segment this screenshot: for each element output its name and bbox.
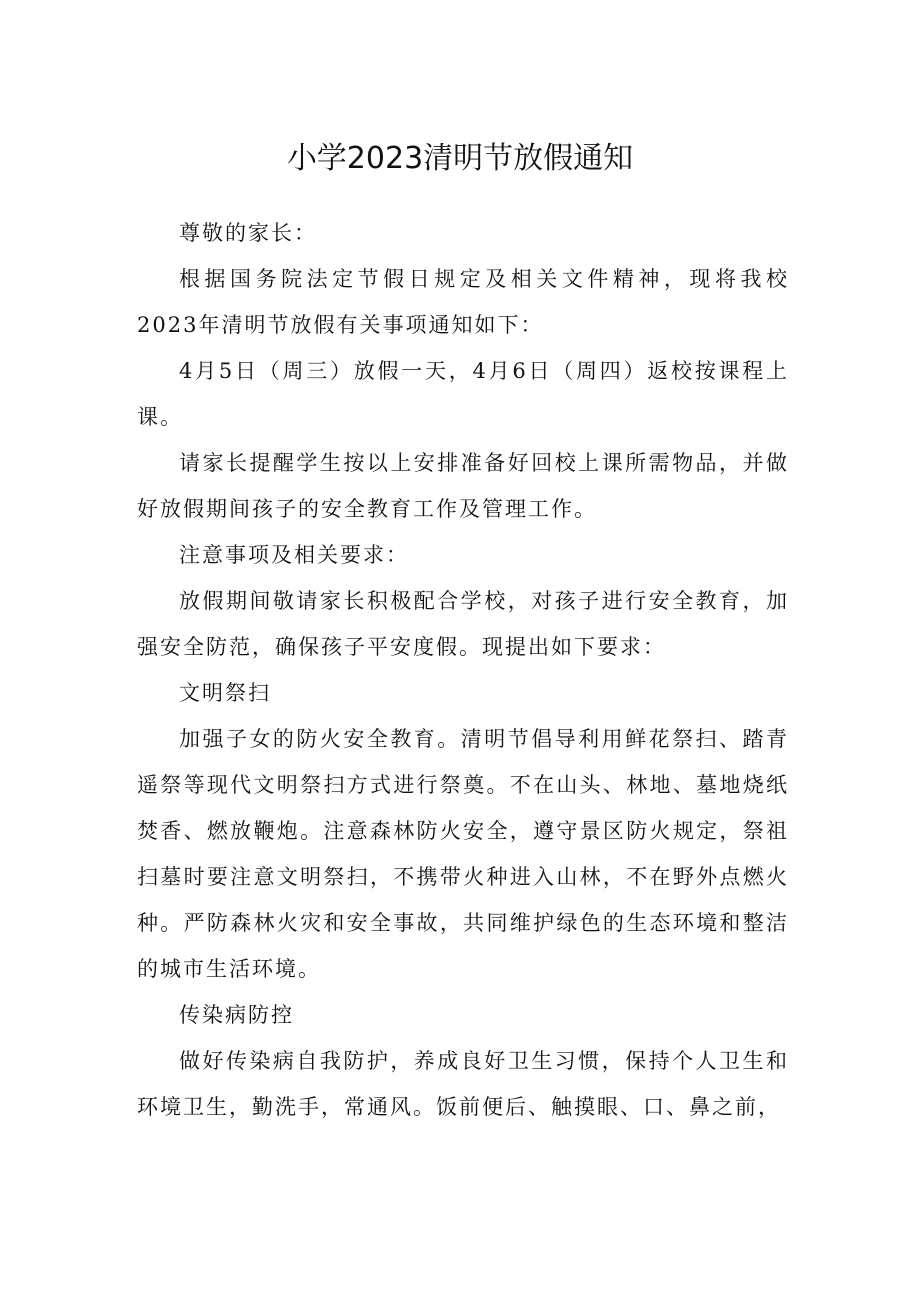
paragraph-intro: 根据国务院法定节假日规定及相关文件精神，现将我校2023年清明节放假有关事项通知如下： [137, 267, 789, 337]
document-body [137, 210, 789, 1130]
document-title: 小学2023清明节放假通知 [286, 141, 634, 176]
paragraph-hygiene: 做好传染病自我防护，养成良好卫生习惯，保持个人卫生和环境卫生，勤洗手，常通风。饭前便后、触摸眼、口、鼻之前， [137, 1049, 789, 1119]
section-heading-tomb-sweeping: 文明祭扫 [179, 681, 271, 705]
paragraph-safety: 放假期间敬请家长积极配合学校，对孩子进行安全教育，加强安全防范，确保孩子平安度假。现提出如下要求： [137, 589, 789, 659]
salutation: 尊敬的家长： [179, 221, 317, 245]
section-heading-disease-control: 传染病防控 [179, 1003, 294, 1027]
paragraph-fire-safety: 加强子女的防火安全教育。清明节倡导利用鲜花祭扫、踏青遥祭等现代文明祭扫方式进行祭奠。不在山头、林地、墓地烧纸焚香、燃放鞭炮。注意森林防火安全，遵守景区防火规定，祭祖扫墓时要注意文明祭扫，不携带火种进入山林，不在野外点燃火种。严防森林火灾和安全事故，共同维护绿色的生态环境和整洁的城市生活环境。 [137, 727, 789, 981]
section-heading-notes: 注意事项及相关要求： [179, 543, 409, 567]
paragraph-schedule: 4月5日（周三）放假一天，4月6日（周四）返校按课程上课。 [137, 359, 789, 429]
paragraph-reminder: 请家长提醒学生按以上安排准备好回校上课所需物品，并做好放假期间孩子的安全教育工作及管理工作。 [137, 451, 789, 521]
